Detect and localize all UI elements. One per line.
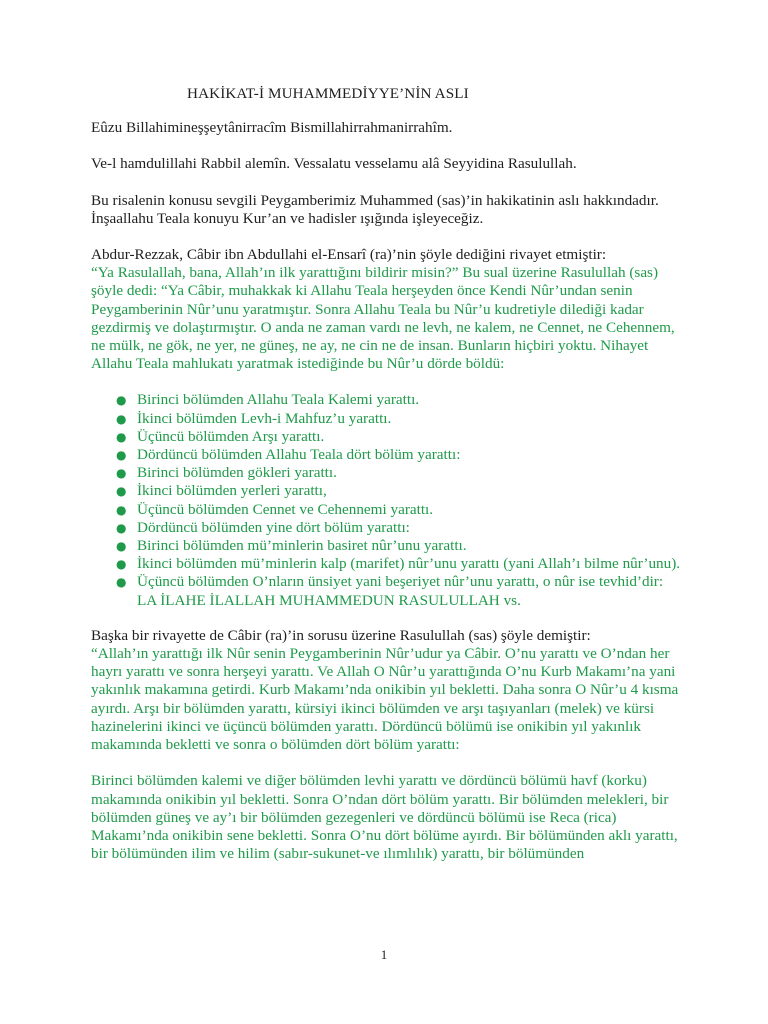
narration-one [91,246,681,373]
list-item-text: Üçüncü bölümden Arşı yarattı. [137,427,325,445]
list-item-text: İkinci bölümden yerleri yarattı, [137,482,327,500]
list-item [115,573,681,609]
hamd-paragraph: Ve-l hamdulillahi Rabbil alemîn. Vessalatu vesselamu alâ Seyyidina Rasulullah. [91,155,577,173]
list-item-text: Üçüncü bölümden O’nların ünsiyet yani beşeriyet nûr’unu yarattı, o nûr ise tevhid’dir: LA İLAHE İLALLAH MUHAMMEDUN RASULULLAH vs. [137,573,664,609]
istiaze-paragraph: Eûzu Billahimineşşeytânirracîm Bismillahirrahmanirrahîm. [91,119,453,137]
list-item [115,519,681,537]
intro-paragraph: Bu risalenin konusu sevgili Peygamberimiz Muhammed (sas)’in hakikatinin aslı hakkındadır. İnşaallahu Teala konuyu Kur’an ve hadisler ışığında işleyeceğiz. [91,191,659,227]
list-item [115,482,681,500]
bullet-icon: ● [116,557,127,572]
list-item-text: Dördüncü bölümden yine dört bölüm yarattı: [137,518,410,536]
narration-one-quote: “Ya Rasulallah, bana, Allah’ın ilk yarattığını bildirir misin?” Bu sual üzerine Rasulullah (sas) şöyle dedi: “Ya Câbir, muhakkak ki Allahu Teala herşeyden önce Kendi Nûr’undan senin Peygamberinin Nûr’unu yaratmıştır. Sonra Allahu Teala bu Nûr’u kudretiyle dilediği kadar gezdirmiş ve dolaştırmıştır. O anda ne zaman vardı ne levh, ne kalem, ne Cennet, ne Cehennem, ne mülk, ne gök, ne yer, ne güneş, ne ay, ne cin ne de insan. Bunların hiçbiri yoktu. Nihayet Allahu Teala mahlukatı yaratmak istediğinde bu Nûr’u dörde böldü: [91,264,675,373]
creation-steps-list [91,391,681,609]
bullet-icon: ● [116,484,127,499]
list-item [115,555,681,573]
bullet-icon: ● [116,393,127,408]
list-item-text: Dördüncü bölümden Allahu Teala dört bölüm yarattı: [137,446,461,464]
list-item [115,410,681,428]
list-item-text: Üçüncü bölümden Cennet ve Cehennemi yarattı. [137,500,434,518]
narration-one-lead: Abdur-Rezzak, Câbir ibn Abdullahi el-Ensarî (ra)’nin şöyle dediğini rivayet etmiştir: [91,246,607,264]
list-item [115,537,681,555]
page-number: 1 [380,947,388,962]
bullet-icon: ● [116,539,127,554]
bullet-icon: ● [116,466,127,481]
bullet-icon: ● [116,411,127,426]
bullet-icon: ● [116,448,127,463]
narration-two [91,627,681,754]
document-body [91,85,681,881]
document-title: HAKİKAT-İ MUHAMMEDİYYE’NİN ASLI [187,85,469,102]
narration-two-quote: “Allah’ın yarattığı ilk Nûr senin Peygamberinin Nûr’udur ya Câbir. O’nu yarattı ve O’ndan her hayrı yarattı ve sonra herşeyi yarattı. Ve Allah O Nûr’u yarattığında O’nu Kurb Makamı’na yani yakınlık makamına getirdi. Kurb Makamı’nda onikibin yıl bekletti. Daha sonra O Nûr’u 4 kısma ayırdı. Arşı bir bölümden yarattı, kürsiyi ikinci bölümden ve arşı taşıyanları (melek) ve kürsi hazinelerini ikinci ve üçüncü bölümden yarattı. Dördüncü bölümü ise onikibin yıl yakınlık makamında bekletti ve sonra o bölümden dört bölüm yarattı: [91,645,679,754]
closing-paragraph: Birinci bölümden kalemi ve diğer bölümden levhi yarattı ve dördüncü bölümü havf (korku) makamında onikibin yıl bekletti. Sonra O’ndan dört bölüm yarattı. Bir bölümden melekleri, bir bölümden güneş ve ay’ı bir bölümden gezegenleri ve dördüncü bölümü ise Reca (rica) Makamı’nda onikibin sene bekletti. Sonra O’nu dört bölüme ayırdı. Bir bölümünden aklı yarattı, bir bölümünden ilim ve hilim (sabır-sukunet-ve ılımlılık) yarattı, bir bölümünden [91,772,678,863]
list-item-text: İkinci bölümden mü’minlerin kalp (marifet) nûr’unu yarattı (yani Allah’ı bilme nûr’unu). [137,555,681,573]
list-item-text: İkinci bölümden Levh-i Mahfuz’u yarattı. [137,409,392,427]
list-item [115,446,681,464]
narration-two-lead: Başka bir rivayette de Câbir (ra)’in sorusu üzerine Rasulullah (sas) şöyle demiştir: [91,626,591,644]
list-item [115,501,681,519]
list-item [115,391,681,409]
bullet-icon: ● [116,502,127,517]
bullet-icon: ● [116,520,127,535]
list-item-text: Birinci bölümden Allahu Teala Kalemi yarattı. [137,391,420,409]
list-item [115,464,681,482]
bullet-icon: ● [116,429,127,444]
list-item-text: Birinci bölümden mü’minlerin basiret nûr’unu yarattı. [137,537,467,555]
list-item [115,428,681,446]
list-item-text: Birinci bölümden gökleri yarattı. [137,464,337,482]
bullet-icon: ● [116,575,127,590]
